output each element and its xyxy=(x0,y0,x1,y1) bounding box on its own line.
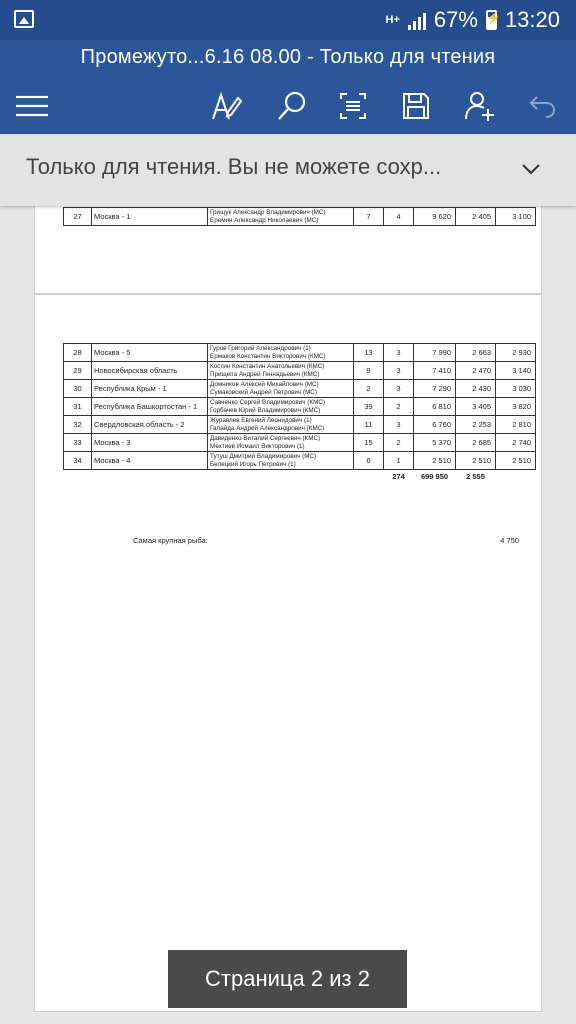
member-2: Сумаковский Андрей Петрович (МС) xyxy=(210,388,317,396)
total-weight: 5 370 xyxy=(414,434,456,452)
undo-icon[interactable] xyxy=(522,86,562,126)
network-type: H+ xyxy=(385,13,400,26)
member-2: Галайда Андрей Александрович (КМС) xyxy=(210,424,325,432)
pen-format-icon[interactable] xyxy=(206,86,246,126)
member-1: Грищук Александр Владимирович (МС) xyxy=(210,209,326,216)
biggest-fish-label: Самая крупная рыба: xyxy=(133,536,208,545)
readonly-banner[interactable] xyxy=(0,134,576,206)
member-1: Костин Константин Анатольевич (КМС) xyxy=(210,363,325,370)
member-1: Домников Алексей Михайлович (МС) xyxy=(210,381,319,388)
total-weight: 9 620 xyxy=(414,208,456,226)
max-weight: 2 740 xyxy=(496,434,536,452)
max-weight: 2 510 xyxy=(496,452,536,470)
search-icon[interactable] xyxy=(272,86,312,126)
row-number: 29 xyxy=(64,362,92,380)
team-name: Республика Крым - 1 xyxy=(92,380,208,398)
table-row xyxy=(64,398,536,416)
row-number: 28 xyxy=(64,344,92,362)
member-2: Мехтиев Исмаил Викторович (1) xyxy=(210,442,305,450)
status-bar xyxy=(0,0,576,40)
member-1: Тутуш Дмитрий Владимирович (МС) xyxy=(210,453,317,460)
fish-count: 2 xyxy=(384,398,414,416)
table-row xyxy=(64,208,536,226)
team-name: Москва - 5 xyxy=(92,344,208,362)
table-row xyxy=(64,362,536,380)
member-2: Горбачев Юрий Владимирович (КМС) xyxy=(210,406,321,414)
team-members xyxy=(208,344,354,362)
page2-table-wrap xyxy=(63,343,535,545)
total-avg-weight: 2 555 xyxy=(466,471,485,481)
save-icon[interactable] xyxy=(396,86,436,126)
team-name: Новосибирская область xyxy=(92,362,208,380)
sector-value: 11 xyxy=(354,416,384,434)
team-members xyxy=(208,380,354,398)
add-person-icon[interactable] xyxy=(460,86,500,126)
reading-view-icon[interactable] xyxy=(333,86,373,126)
status-right xyxy=(386,7,560,33)
max-weight: 2 930 xyxy=(496,344,536,362)
max-weight: 3 820 xyxy=(496,398,536,416)
clock: 13:20 xyxy=(504,7,560,32)
table-row xyxy=(64,380,536,398)
fish-count: 2 xyxy=(384,434,414,452)
table-row xyxy=(64,344,536,362)
sector-value: 7 xyxy=(354,208,384,226)
biggest-fish-value: 4 750 xyxy=(500,536,519,545)
row-number: 34 xyxy=(64,452,92,470)
total-weight: 2 510 xyxy=(414,452,456,470)
avg-weight: 2 510 xyxy=(456,452,496,470)
total-weight: 6 760 xyxy=(414,416,456,434)
chevron-down-icon[interactable] xyxy=(520,158,542,180)
member-2: Белецкий Игорь Петрович (1) xyxy=(210,460,296,468)
row-number: 31 xyxy=(64,398,92,416)
avg-weight: 2 685 xyxy=(456,434,496,452)
max-weight: 3 030 xyxy=(496,380,536,398)
readonly-message: Только для чтения. Вы не можете сохр... xyxy=(26,154,442,179)
team-name: Москва - 1 xyxy=(92,208,208,226)
team-name: Свердловская область - 2 xyxy=(92,416,208,434)
team-name: Москва - 3 xyxy=(92,434,208,452)
fish-count: 3 xyxy=(384,362,414,380)
team-members xyxy=(208,434,354,452)
team-members xyxy=(208,362,354,380)
total-weight: 7 290 xyxy=(414,380,456,398)
table-row xyxy=(64,416,536,434)
avg-weight: 2 470 xyxy=(456,362,496,380)
total-weight: 7 410 xyxy=(414,362,456,380)
max-weight: 2 810 xyxy=(496,416,536,434)
fish-count: 3 xyxy=(384,344,414,362)
member-2: Ермаков Константин Викторович (КМС) xyxy=(210,352,326,360)
team-members xyxy=(208,208,354,226)
member-1: Журавлев Евгений Леонидович (1) xyxy=(210,417,312,424)
document-title: Промежуто...6.16 08.00 - Только для чтения xyxy=(80,46,496,68)
member-1: Гуров Григорий Александрович (1) xyxy=(210,345,311,352)
avg-weight: 2 253 xyxy=(456,416,496,434)
totals-row xyxy=(64,470,536,483)
row-number: 27 xyxy=(64,208,92,226)
team-name: Москва - 4 xyxy=(92,452,208,470)
document-page-2 xyxy=(34,294,542,1012)
team-name: Республика Башкортостан - 1 xyxy=(92,398,208,416)
team-members xyxy=(208,452,354,470)
fish-count: 1 xyxy=(384,452,414,470)
sector-value: 39 xyxy=(354,398,384,416)
team-members xyxy=(208,398,354,416)
avg-weight: 2 405 xyxy=(456,208,496,226)
fish-count: 3 xyxy=(384,416,414,434)
app-header xyxy=(0,40,576,134)
avg-weight: 2 663 xyxy=(456,344,496,362)
toolbar xyxy=(0,78,576,134)
row-number: 30 xyxy=(64,380,92,398)
sector-value: 13 xyxy=(354,344,384,362)
sector-value: 15 xyxy=(354,434,384,452)
avg-weight: 2 430 xyxy=(456,380,496,398)
max-weight: 3 140 xyxy=(496,362,536,380)
member-1: Савченко Сергей Владимирович (КМС) xyxy=(210,399,325,406)
signal-icon xyxy=(408,10,426,30)
results-table-page1 xyxy=(63,207,536,226)
total-weight: 7 990 xyxy=(414,344,456,362)
battery-level: 67% xyxy=(433,7,478,32)
sector-value: 6 xyxy=(354,452,384,470)
results-table-page2 xyxy=(63,343,536,482)
table-row xyxy=(64,452,536,470)
max-weight: 3 100 xyxy=(496,208,536,226)
fish-count: 4 xyxy=(384,208,414,226)
fish-count: 3 xyxy=(384,380,414,398)
document-page-1 xyxy=(34,200,542,294)
member-1: Давиденко Виталий Сергеевич (КМС) xyxy=(210,435,321,442)
total-weight-sum: 699 950 xyxy=(420,471,449,481)
sector-value: 2 xyxy=(354,380,384,398)
page1-table-wrap xyxy=(63,207,535,226)
gallery-notification-icon xyxy=(14,10,34,28)
hamburger-icon[interactable] xyxy=(12,86,52,126)
team-members xyxy=(208,416,354,434)
row-number: 32 xyxy=(64,416,92,434)
member-2: Прищепа Андрей Геннадьевич (КМС) xyxy=(210,370,320,378)
table-row xyxy=(64,434,536,452)
battery-icon xyxy=(486,10,497,30)
total-weight: 6 810 xyxy=(414,398,456,416)
row-number: 33 xyxy=(64,434,92,452)
member-2: Еремин Александр Николаевич (МС) xyxy=(210,216,319,224)
avg-weight: 3 405 xyxy=(456,398,496,416)
sector-value: 9 xyxy=(354,362,384,380)
page-indicator: Страница 2 из 2 xyxy=(168,950,407,1008)
total-fish-count: 274 xyxy=(392,471,405,481)
